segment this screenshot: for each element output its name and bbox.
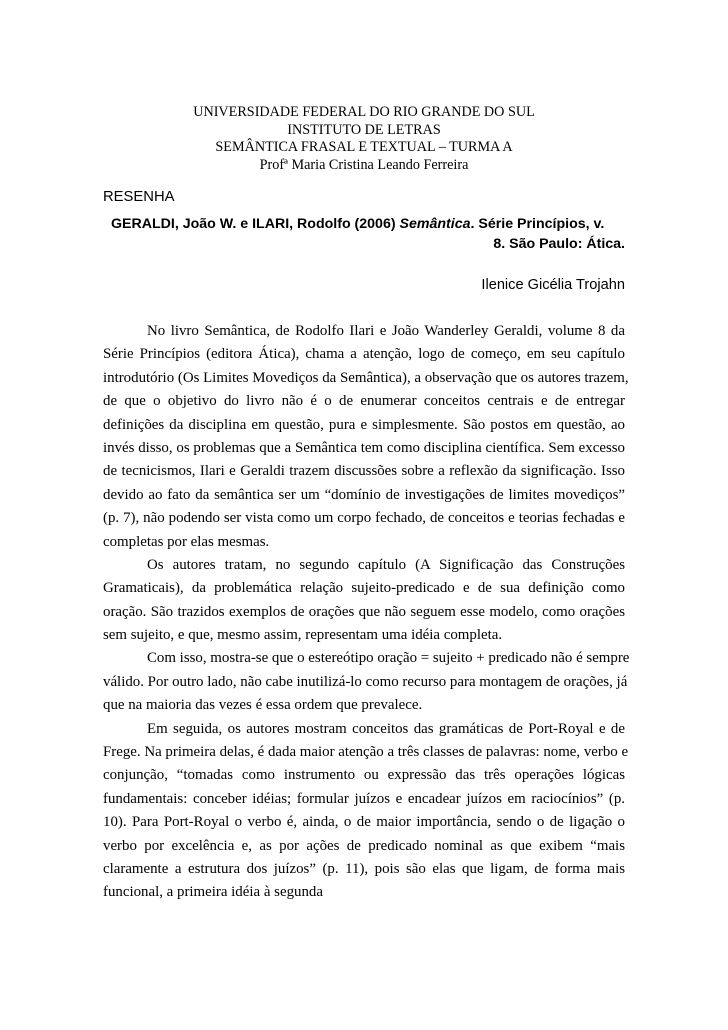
body-line: Gramaticais), da problemática relação sujeito-predicado e de sua definição como <box>103 580 625 597</box>
body-line: Com isso, mostra-se que o estereótipo oração = sujeito + predicado não é sempre <box>147 650 630 667</box>
citation-series: . Série Princípios, v. <box>470 216 605 232</box>
body-line: funcional, a primeira idéia à segunda <box>103 884 323 901</box>
institute-name: INSTITUTO DE LETRAS <box>287 121 441 138</box>
body-line: (p. 7), não podendo ser vista como um corpo fechado, de conceitos e teorias fechadas e <box>103 510 625 527</box>
citation-publisher: 8. São Paulo: Ática. <box>493 235 625 252</box>
body-line: Em seguida, os autores mostram conceitos das gramáticas de Port-Royal e de <box>147 720 625 737</box>
body-line: válido. Por outro lado, não cabe inutilizá-lo como recurso para montagem de orações, já <box>103 673 628 690</box>
body-line: devido ao fato da semântica ser um “domínio de investigações de limites movediços” <box>103 486 625 503</box>
body-line: No livro Semântica, de Rodolfo Ilari e João Wanderley Geraldi, volume 8 da <box>147 323 625 339</box>
course-name: SEMÂNTICA FRASAL E TEXTUAL – TURMA A <box>215 139 513 155</box>
citation-title: Semântica <box>399 216 471 232</box>
body-line: conjunção, “tomadas como instrumento ou expressão das três operações lógicas <box>103 767 625 784</box>
body-line: de que o objetivo do livro não é o de enumerar conceitos centrais e de entregar <box>103 393 625 410</box>
professor-name: Profª Maria Cristina Leando Ferreira <box>259 156 469 173</box>
body-line: Série Princípios (editora Ática), chama a atenção, logo de começo, em seu capítulo <box>103 346 625 363</box>
document-header <box>0 104 728 174</box>
body-line: invés disso, os problemas que a Semântica tem como disciplina científica. Sem excesso <box>103 439 625 456</box>
body-line: de tecnicismos, Ilari e Geraldi trazem discussões sobre a reflexão da significação. Isso <box>103 463 625 480</box>
body-line: claramente a estrutura dos juízos” (p. 11), pois são elas que ligam, de forma mais <box>103 860 625 877</box>
review-author: Ilenice Gicélia Trojahn <box>481 277 625 293</box>
book-citation <box>103 215 625 254</box>
citation-authors: GERALDI, João W. e ILARI, Rodolfo (2006) <box>111 216 400 232</box>
body-line: definições da disciplina em questão, pura e simplesmente. São postos em questão, ao <box>103 416 625 433</box>
body-line: oração. São trazidos exemplos de orações que não seguem esse modelo, como orações <box>103 603 625 620</box>
section-label: RESENHA <box>103 189 175 205</box>
review-body <box>103 320 630 905</box>
body-line: 10). Para Port-Royal o verbo é, ainda, o de maior importância, sendo o de ligação o <box>103 814 625 831</box>
university-name: UNIVERSIDADE FEDERAL DO RIO GRANDE DO SUL <box>193 104 535 120</box>
body-line: verbo por excelência e, as por ações de predicado nominal as que exibem “mais <box>103 837 625 854</box>
body-line: fundamentais: conceber idéias; formular juízos e encadear juízos em raciocínios” (p. <box>103 790 625 807</box>
body-line: introdutório (Os Limites Movediços da Semântica), a observação que os autores trazem, <box>103 369 629 386</box>
body-line: Frege. Na primeira delas, é dada maior atenção a três classes de palavras: nome, verbo e <box>103 744 629 761</box>
body-line: sem sujeito, e que, mesmo assim, representam uma idéia completa. <box>103 627 503 644</box>
body-line: completas por elas mesmas. <box>103 533 270 550</box>
body-line: que na maioria das vezes é essa ordem que prevalece. <box>103 697 423 714</box>
body-line: Os autores tratam, no segundo capítulo (A Significação das Construções <box>147 556 625 573</box>
